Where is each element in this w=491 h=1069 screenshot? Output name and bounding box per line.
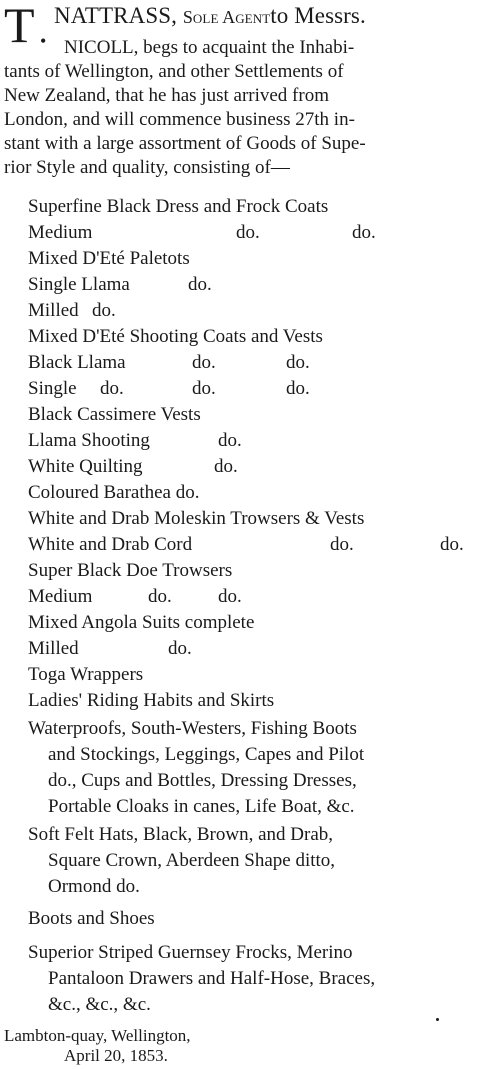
list-item: Ladies' Riding Habits and Skirts bbox=[28, 690, 275, 711]
intro-line: tants of Wellington, and other Settlements of bbox=[4, 61, 344, 82]
list-item: Single do. do. do. bbox=[28, 378, 310, 399]
list-item-line: Waterproofs, South-Westers, Fishing Boots bbox=[28, 718, 357, 739]
merchant-name: NATTRASS, bbox=[54, 3, 177, 28]
intro-line: London, and will commence business 27th in- bbox=[4, 109, 355, 130]
intro-line: NICOLL, begs to acquaint the Inhabi- bbox=[64, 37, 355, 58]
list-item-line: Boots and Shoes bbox=[28, 908, 155, 929]
list-item-line: and Stockings, Leggings, Capes and Pilot bbox=[48, 744, 365, 765]
list-item: White and Drab Moleskin Trowsers & Vests bbox=[28, 508, 365, 529]
list-item-line: Pantaloon Drawers and Half-Hose, Braces, bbox=[48, 968, 376, 989]
list-item: Milled do. bbox=[28, 638, 192, 659]
list-item: Super Black Doe Trowsers bbox=[28, 560, 233, 581]
list-item: Superfine Black Dress and Frock Coats bbox=[28, 196, 329, 217]
list-item: Toga Wrappers bbox=[28, 664, 144, 685]
list-item: Medium do. do. bbox=[28, 222, 376, 243]
list-item-line: &c., &c., &c. bbox=[48, 994, 151, 1015]
list-item: Black Cassimere Vests bbox=[28, 404, 201, 425]
list-item-line: Ormond do. bbox=[48, 876, 140, 897]
list-item: Mixed D'Eté Paletots bbox=[28, 248, 190, 269]
agent-title: Sole Agent bbox=[182, 7, 271, 27]
list-item-line: Square Crown, Aberdeen Shape ditto, bbox=[48, 850, 336, 871]
list-item: Single Llama do. bbox=[28, 274, 212, 295]
list-item-line: Soft Felt Hats, Black, Brown, and Drab, bbox=[28, 824, 334, 845]
drop-cap: T bbox=[4, 0, 35, 53]
list-item: Mixed Angola Suits complete bbox=[28, 612, 255, 633]
intro-line: stant with a large assortment of Goods of Supe- bbox=[4, 133, 366, 154]
intro-line: New Zealand, that he has just arrived from bbox=[4, 85, 329, 106]
list-item: Mixed D'Eté Shooting Coats and Vests bbox=[28, 326, 323, 347]
list-item: Medium do. do. bbox=[28, 586, 242, 607]
footer-date: April 20, 1853. bbox=[64, 1046, 168, 1065]
list-item-line: do., Cups and Bottles, Dressing Dresses, bbox=[48, 770, 357, 791]
print-speck bbox=[436, 1018, 439, 1021]
header-line bbox=[54, 2, 366, 31]
bullet-dot: • bbox=[40, 31, 47, 51]
list-item-line: Superior Striped Guernsey Frocks, Merino bbox=[28, 942, 353, 963]
agent-rest: to Messrs. bbox=[270, 3, 366, 28]
list-item-line: Portable Cloaks in canes, Life Boat, &c. bbox=[48, 796, 355, 817]
list-item: White and Drab Cord do. do. bbox=[28, 534, 464, 555]
list-item: Milled do. bbox=[28, 300, 116, 321]
list-item: Coloured Barathea do. bbox=[28, 482, 200, 503]
list-item: Black Llama do. do. bbox=[28, 352, 310, 373]
list-item: White Quilting do. bbox=[28, 456, 238, 477]
list-item: Llama Shooting do. bbox=[28, 430, 242, 451]
footer-address: Lambton-quay, Wellington, bbox=[4, 1026, 191, 1045]
intro-line: rior Style and quality, consisting of— bbox=[4, 157, 290, 178]
